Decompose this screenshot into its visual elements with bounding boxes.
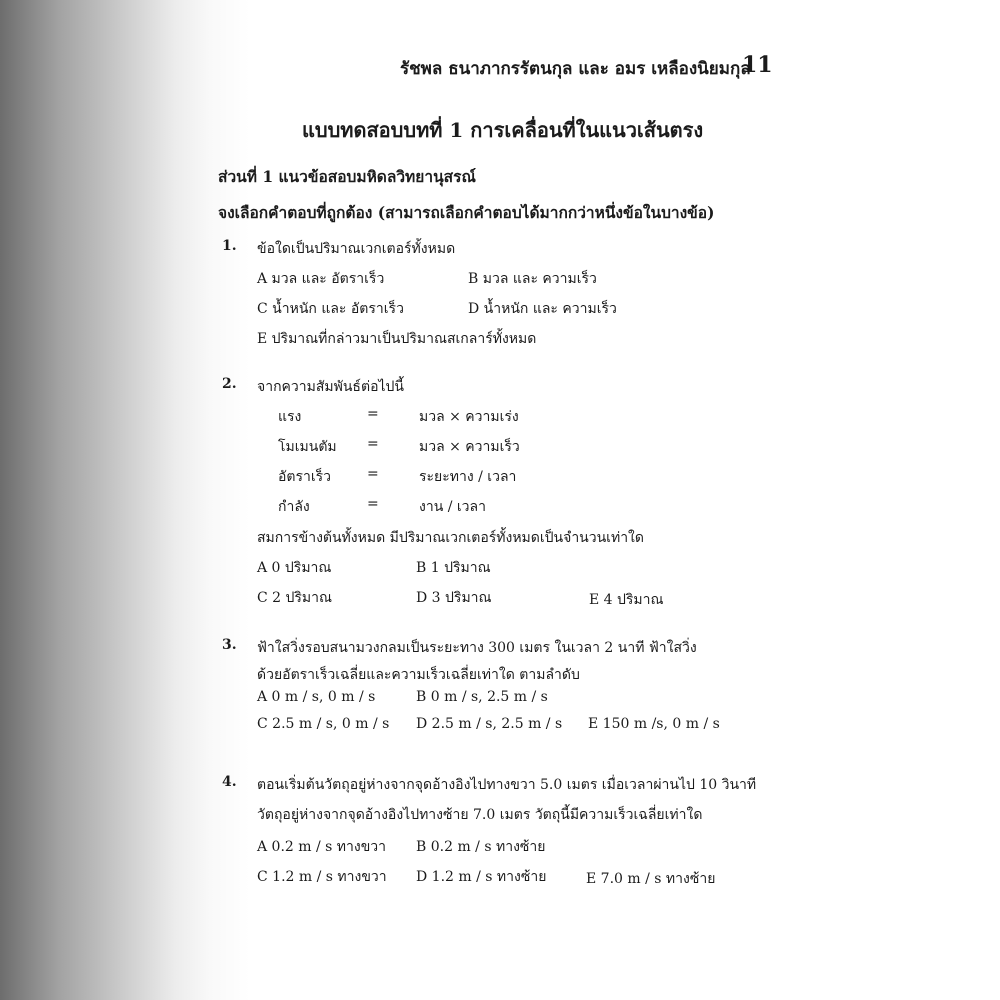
question-number: 4. [222, 774, 237, 790]
choice-b: B 1 ปริมาณ [416, 560, 491, 576]
choice-c: C น้ำหนัก และ อัตราเร็ว [257, 301, 404, 317]
choice-a: A 0 ปริมาณ [257, 560, 332, 576]
running-header-authors: รัชพล ธนาภากรรัตนกุล และ อมร เหลืองนิยมกุล [400, 59, 751, 79]
question-text: ข้อใดเป็นปริมาณเวกเตอร์ทั้งหมด [257, 241, 456, 257]
choice-e: E 7.0 m / s ทางซ้าย [586, 871, 716, 887]
question-text-line-1: ตอนเริ่มต้นวัตถุอยู่ห่างจากจุดอ้างอิงไปทางขวา 5.0 เมตร เมื่อเวลาผ่านไป 10 วินาที [257, 777, 757, 793]
relation-equals: = [367, 496, 379, 512]
choice-c: C 2.5 m / s, 0 m / s [257, 716, 390, 732]
question-number: 3. [222, 637, 237, 653]
relation-equals: = [367, 406, 379, 422]
section-heading: ส่วนที่ 1 แนวข้อสอบมหิดลวิทยานุสรณ์ [218, 167, 476, 186]
choice-e: E 4 ปริมาณ [589, 592, 664, 608]
choice-b: B 0 m / s, 2.5 m / s [416, 689, 548, 705]
relation-rhs: งาน / เวลา [419, 499, 486, 515]
choice-d: D 1.2 m / s ทางซ้าย [416, 869, 547, 885]
relation-rhs: ระยะทาง / เวลา [419, 469, 517, 485]
choice-b: B มวล และ ความเร็ว [468, 271, 597, 287]
choice-c: C 2 ปริมาณ [257, 590, 333, 606]
choice-a: A 0 m / s, 0 m / s [257, 689, 376, 705]
relation-equals: = [367, 466, 379, 482]
question-text: จากความสัมพันธ์ต่อไปนี้ [257, 379, 404, 395]
question-number: 2. [222, 376, 237, 392]
relation-lhs: แรง [278, 409, 302, 425]
question-number: 1. [222, 238, 237, 254]
instruction-text: จงเลือกคำตอบที่ถูกต้อง (สามารถเลือกคำตอบได้มากกว่าหนึ่งข้อในบางข้อ) [218, 203, 715, 222]
choice-a: A มวล และ อัตราเร็ว [257, 271, 385, 287]
page-title: แบบทดสอบบทที่ 1 การเคลื่อนที่ในแนวเส้นตรง [302, 118, 704, 142]
relation-rhs: มวล × ความเร่ง [419, 409, 519, 425]
choice-c: C 1.2 m / s ทางขวา [257, 869, 387, 885]
relation-equals: = [367, 436, 379, 452]
question-text-line-2: ด้วยอัตราเร็วเฉลี่ยและความเร็วเฉลี่ยเท่าใด ตามลำดับ [257, 667, 580, 683]
question-text-line-1: ฟ้าใสวิ่งรอบสนามวงกลมเป็นระยะทาง 300 เมตร ในเวลา 2 นาที ฟ้าใสวิ่ง [257, 640, 697, 656]
question-prompt: สมการข้างต้นทั้งหมด มีปริมาณเวกเตอร์ทั้งหมดเป็นจำนวนเท่าใด [257, 530, 644, 546]
choice-d: D น้ำหนัก และ ความเร็ว [468, 301, 617, 317]
relation-lhs: อัตราเร็ว [278, 469, 332, 485]
choice-a: A 0.2 m / s ทางขวา [257, 839, 387, 855]
choice-b: B 0.2 m / s ทางซ้าย [416, 839, 546, 855]
choice-e: E ปริมาณที่กล่าวมาเป็นปริมาณสเกลาร์ทั้งหมด [257, 331, 537, 347]
choice-d: D 3 ปริมาณ [416, 590, 492, 606]
choice-d: D 2.5 m / s, 2.5 m / s [416, 716, 563, 732]
relation-rhs: มวล × ความเร็ว [419, 439, 520, 455]
relation-lhs: กำลัง [278, 499, 310, 515]
relation-lhs: โมเมนตัม [278, 439, 337, 455]
question-text-line-2: วัตถุอยู่ห่างจากจุดอ้างอิงไปทางซ้าย 7.0 เมตร วัตถุนี้มีความเร็วเฉลี่ยเท่าใด [257, 807, 703, 823]
page-number: 11 [742, 52, 773, 78]
choice-e: E 150 m /s, 0 m / s [588, 716, 720, 732]
